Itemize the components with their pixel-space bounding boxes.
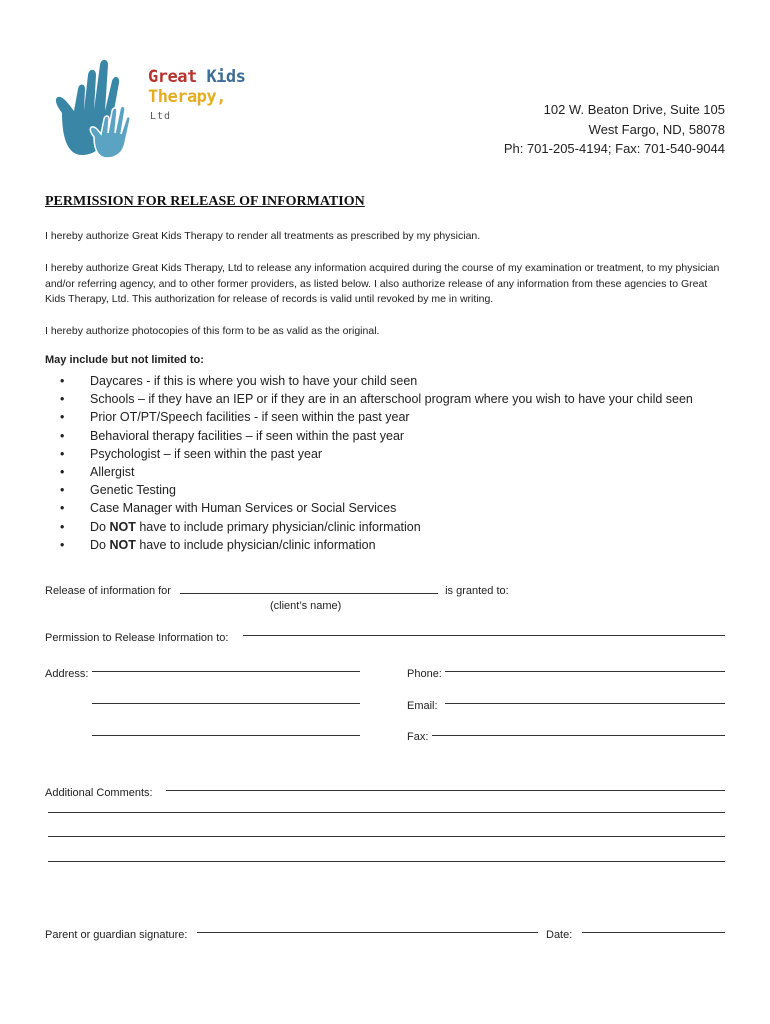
comments-field-1[interactable] [166, 789, 725, 791]
list-item: • Do NOT have to include physician/clinic information [60, 537, 376, 552]
address-line-3: Ph: 701-205-4194; Fax: 701-540-9044 [503, 141, 725, 156]
company-address [504, 100, 725, 159]
list-item: • Prior OT/PT/Speech facilities - if seen within the past year [60, 410, 410, 425]
paragraph-authorize-treatment: I hereby authorize Great Kids Therapy to render all treatments as prescribed by my physician. [45, 230, 481, 242]
list-item: • Allergist [60, 464, 135, 479]
paragraph-authorize-release: I hereby authorize Great Kids Therapy, Ltd to release any information acquired during the course of my examination or treatment, to my physician and/or referring agency, and to other former providers, as listed below. I also authorize release of any information from these agencies to Great Kids Therapy, Ltd. This authorization for release of records is valid until revoked by me in writing. [45, 262, 720, 305]
granted-to-label: is granted to: [445, 585, 509, 597]
address-field-1[interactable] [92, 670, 360, 672]
comments-field-3[interactable] [48, 835, 725, 837]
address-line-2: West Fargo, ND, 58078 [588, 121, 725, 137]
permission-to-field[interactable] [243, 634, 725, 636]
date-label: Date: [546, 929, 573, 941]
comments-field-4[interactable] [48, 860, 725, 862]
phone-label: Phone: [407, 668, 442, 680]
client-name-field[interactable] [180, 584, 438, 594]
permission-to-label: Permission to Release Information to: [45, 632, 229, 644]
signature-label: Parent or guardian signature: [45, 929, 188, 941]
logo-text-great-kids: Great Kids [148, 67, 246, 87]
clients-name-caption: (client’s name) [270, 600, 342, 612]
list-item: • Do NOT have to include primary physician/clinic information [60, 519, 421, 534]
hands-icon [52, 55, 147, 160]
comments-field-2[interactable] [48, 811, 725, 813]
list-item: • Behavioral therapy facilities – if seen within the past year [60, 428, 405, 443]
list-item: • Psychologist – if seen within the past year [60, 446, 323, 461]
company-logo [52, 55, 252, 165]
signature-field[interactable] [197, 931, 538, 933]
comments-label: Additional Comments: [45, 787, 153, 799]
fax-label: Fax: [407, 731, 429, 743]
address-field-3[interactable] [92, 734, 360, 736]
date-field[interactable] [582, 931, 725, 933]
email-label: Email: [407, 700, 438, 712]
logo-text-ltd: Ltd [150, 111, 172, 122]
address-field-2[interactable] [92, 702, 360, 704]
email-field[interactable] [445, 702, 725, 704]
list-item: • Daycares - if this is where you wish to have your child seen [60, 374, 418, 388]
release-for-row [45, 584, 509, 597]
phone-field[interactable] [445, 670, 725, 672]
may-include-heading: May include but not limited to: [45, 354, 204, 366]
address-line-1: 102 W. Beaton Drive, Suite 105 [543, 102, 725, 117]
address-label: Address: [45, 668, 89, 680]
page-title: PERMISSION FOR RELEASE OF INFORMATION [45, 194, 365, 209]
provider-list [60, 372, 693, 554]
logo-text-therapy: Therapy, [148, 87, 226, 107]
release-for-label: Release of information for [45, 585, 171, 597]
list-item: • Genetic Testing [60, 483, 176, 498]
fax-field[interactable] [432, 734, 725, 736]
list-item: • Schools – if they have an IEP or if they are in an afterschool program where you wish to have your child seen [60, 392, 693, 407]
paragraph-authorize-photocopies: I hereby authorize photocopies of this form to be as valid as the original. [45, 325, 380, 337]
list-item: • Case Manager with Human Services or Social Services [60, 501, 397, 516]
